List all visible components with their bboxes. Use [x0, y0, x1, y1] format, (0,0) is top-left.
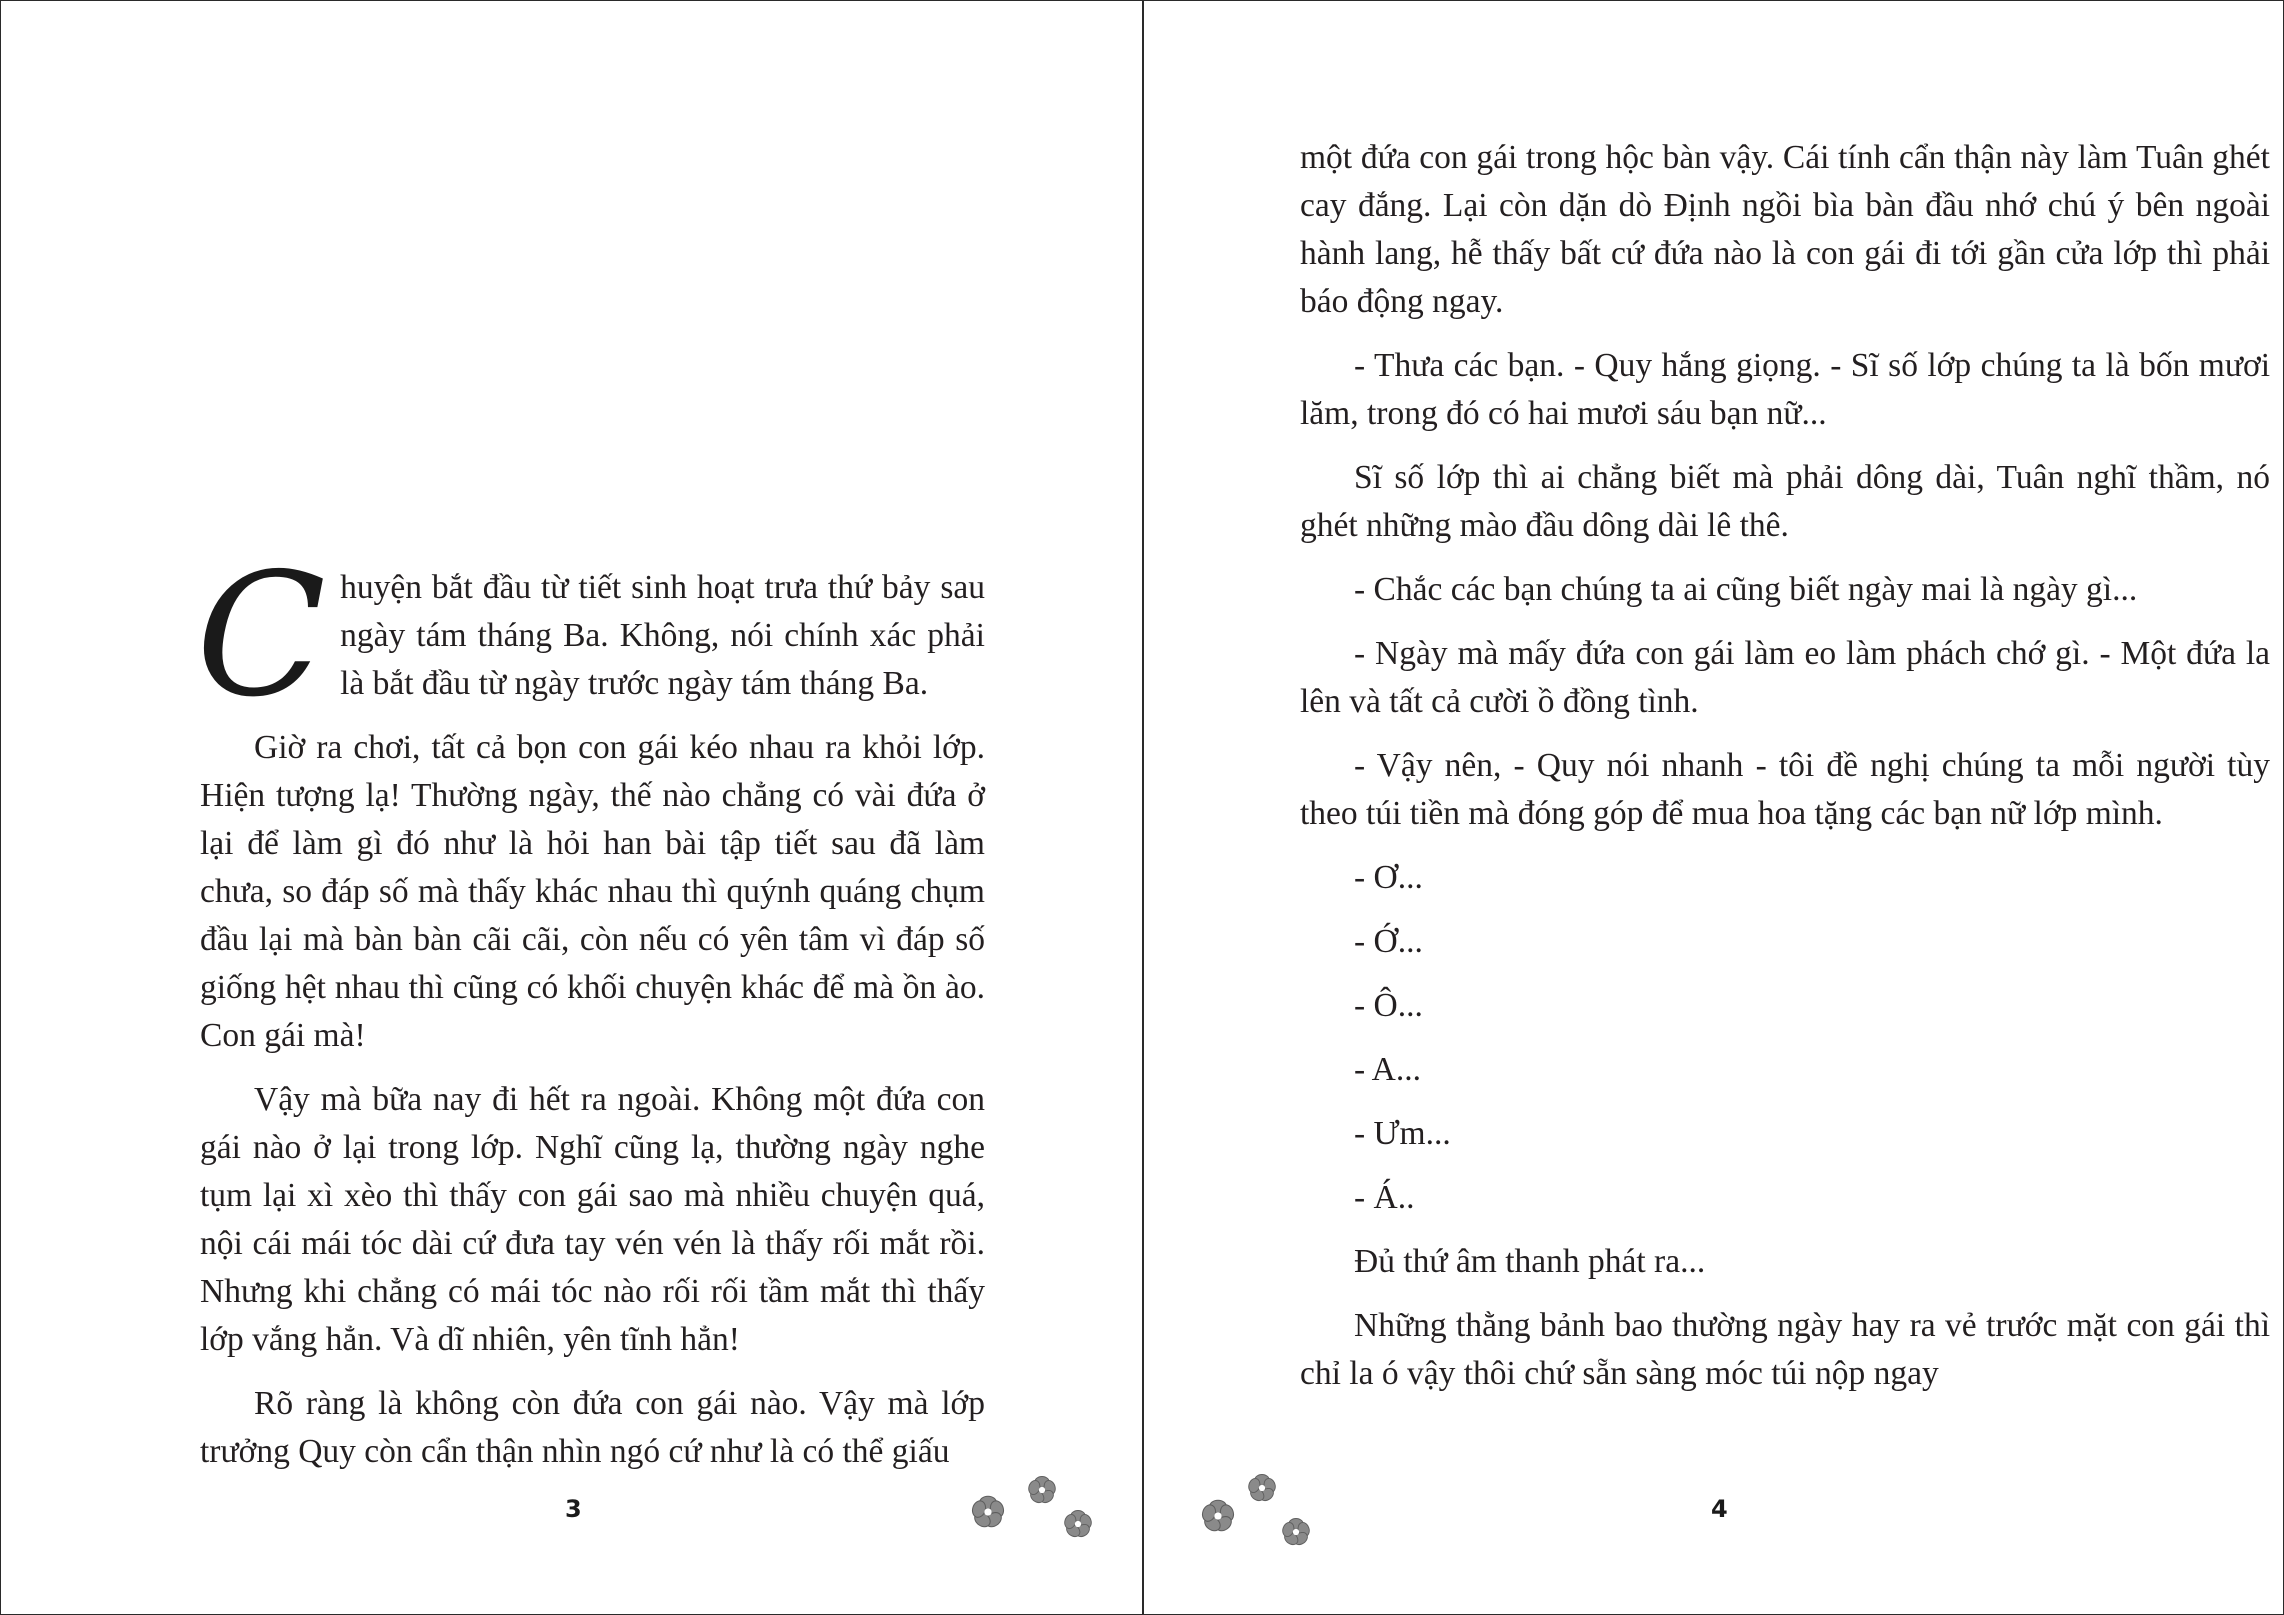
flower-icon — [1027, 1477, 1057, 1506]
flower-center — [1214, 1512, 1221, 1519]
flower-decoration-left — [960, 1462, 1110, 1552]
paragraph: - Chắc các bạn chúng ta ai cũng biết ngày mai là ngày gì... — [1354, 571, 2138, 608]
drop-cap: C — [196, 537, 327, 735]
paragraph: Vậy mà bữa nay đi hết ra ngoài. Không một đứa con gái nào ở lại trong lớp. Nghĩ cũng lạ, thường ngày nghe tụm lại xì xèo thì thấy con gái sao mà nhiều chuyện quá, nội cái mái tóc dài cứ đưa tay vén vén là thấy rối mắt rồi. Nhưng khi chẳng có mái tóc nào rối rối tầm mắt thì thấy lớp vắng hẳn. Và dĩ nhiên, yên tĩnh hẳn! — [200, 1081, 985, 1358]
paragraph: - Ưm... — [1354, 1115, 1451, 1152]
paragraph: - Ơ... — [1354, 859, 1423, 896]
flower-icon — [1281, 1519, 1311, 1548]
paragraph: Những thằng bảnh bao thường ngày hay ra vẻ trước mặt con gái thì chỉ la ó vậy thôi chứ sẵn sàng móc túi nộp ngay — [1300, 1307, 2270, 1392]
paragraph: - Á.. — [1354, 1179, 1415, 1216]
paragraph: - Ngày mà mấy đứa con gái làm eo làm phách chớ gì. - Một đứa la lên và tất cả cười ồ đồng tình. — [1300, 635, 2270, 720]
paragraph: - Ô... — [1354, 987, 1423, 1024]
paragraph: - Thưa các bạn. - Quy hắng giọng. - Sĩ số lớp chúng ta là bốn mươi lăm, trong đó có hai mươi sáu bạn nữ... — [1300, 347, 2270, 432]
right-page — [1144, 0, 2284, 1615]
paragraph: - Vậy nên, - Quy nói nhanh - tôi đề nghị chúng ta mỗi người tùy theo túi tiền mà đóng góp để mua hoa tặng các bạn nữ lớp mình. — [1300, 747, 2270, 832]
paragraph: Sĩ số lớp thì ai chẳng biết mà phải dông dài, Tuân nghĩ thầm, nó ghét những mào đầu dông dài lê thê. — [1300, 459, 2270, 544]
paragraph: - Ớ... — [1354, 923, 1423, 960]
flower-icon — [1063, 1511, 1093, 1540]
paragraph-text: huyện bắt đầu từ tiết sinh hoạt trưa thứ bảy sau ngày tám tháng Ba. Không, nói chính xác phải là bắt đầu từ ngày trước ngày tám tháng Ba. — [340, 569, 985, 702]
paragraph: - A... — [1354, 1051, 1421, 1088]
flower-icon — [970, 1496, 1005, 1529]
flower-icon — [1247, 1475, 1277, 1504]
paragraph: Giờ ra chơi, tất cả bọn con gái kéo nhau ra khỏi lớp. Hiện tượng lạ! Thường ngày, thế nào chẳng có vài đứa ở lại để làm gì đó như là hỏi han bài tập tiết sau đã làm chưa, so đáp số mà thấy khác nhau thì quýnh quáng chụm đầu lại mà bàn bàn cãi cãi, còn nếu có yên tâm vì đáp số giống hệt nhau thì cũng có khối chuyện khác để mà ồn ào. Con gái mà! — [200, 729, 985, 1054]
paragraph — [196, 537, 985, 735]
paragraph: Đủ thứ âm thanh phát ra... — [1354, 1243, 1706, 1280]
page-number: 4 — [1711, 1495, 1728, 1523]
paragraph: Rõ ràng là không còn đứa con gái nào. Vậy mà lớp trưởng Quy còn cẩn thận nhìn ngó cứ như là có thể giấu — [200, 1385, 985, 1470]
flower-center — [1039, 1487, 1045, 1493]
flower-center — [1075, 1521, 1081, 1527]
left-page-text — [196, 537, 985, 1492]
flower-center — [1259, 1485, 1265, 1491]
flower-center — [984, 1508, 991, 1515]
page-number: 3 — [565, 1495, 582, 1523]
flower-center — [1293, 1529, 1299, 1535]
paragraph: một đứa con gái trong hộc bàn vậy. Cái tính cẩn thận này làm Tuân ghét cay đắng. Lại còn dặn dò Định ngồi bìa bàn đầu nhớ chú ý bên ngoài hành lang, hễ thấy bất cứ đứa nào là con gái đi tới gần cửa lớp thì phải báo động ngay. — [1300, 139, 2270, 320]
right-page-text — [1300, 134, 2270, 1414]
flower-decoration-right — [1188, 1462, 1338, 1552]
flower-icon — [1200, 1500, 1235, 1533]
